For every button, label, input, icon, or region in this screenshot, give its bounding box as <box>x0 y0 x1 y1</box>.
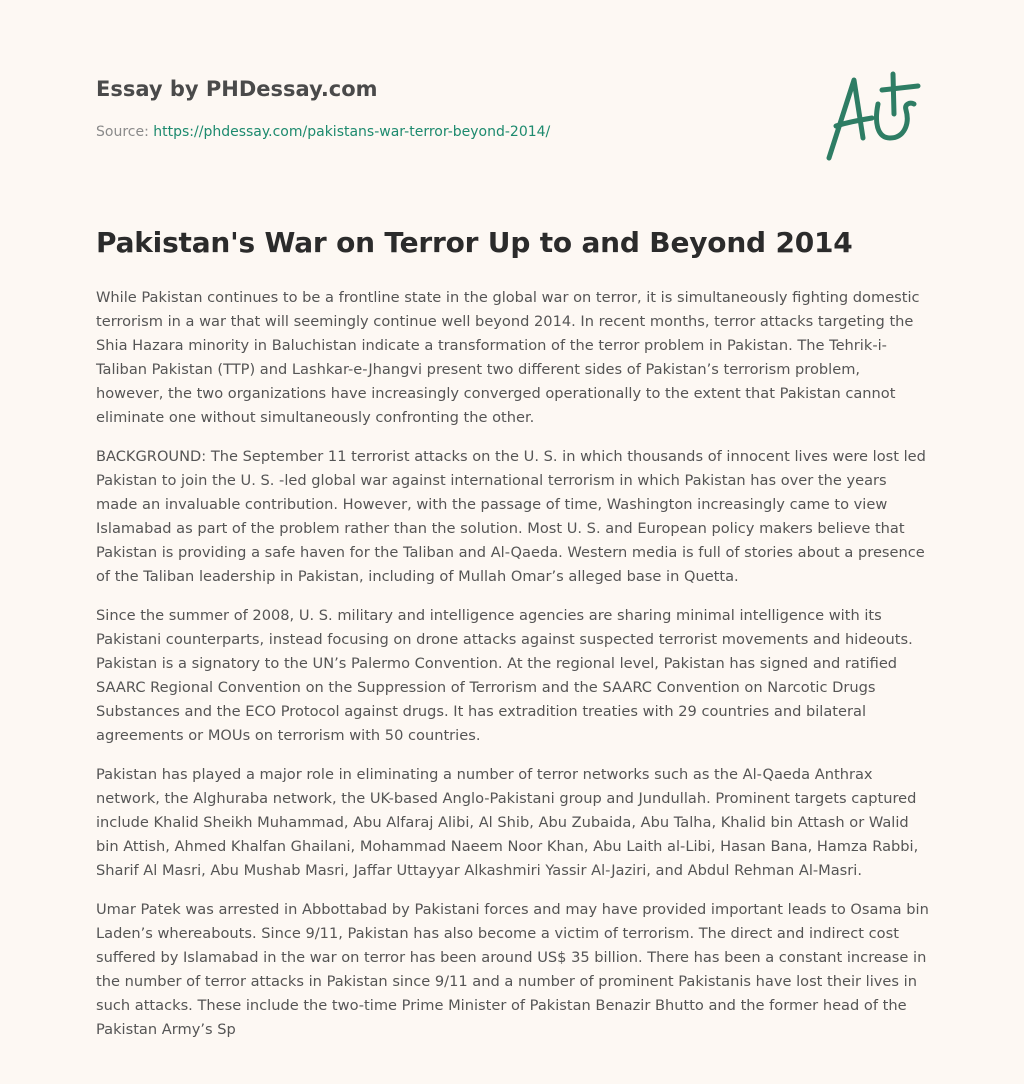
source-link[interactable]: https://phdessay.com/pakistans-war-terror-beyond-2014/ <box>153 124 551 140</box>
source-label: Source: <box>96 124 149 140</box>
site-brand: Essay by PHDessay.com <box>96 77 378 101</box>
essay-body <box>96 286 930 1057</box>
source-line <box>96 124 550 140</box>
paragraph: Umar Patek was arrested in Abbottabad by Pakistani forces and may have provided important leads to Osama bin Laden’s whereabouts. Since 9/11, Pakistan has also become a victim of terrorism. The direct and indirect cost suffered by Islamabad in the war on terror has been around US$ 35 billion. There has been a constant increase in the number of terror attacks in Pakistan since 9/11 and a number of prominent Pakistanis have lost their lives in such attacks. These include the two-time Prime Minister of Pakistan Benazir Bhutto and the former head of the Pakistan Army’s Sp <box>96 901 929 1038</box>
paragraph: Pakistan has played a major role in eliminating a number of terror networks such as the Al-Qaeda Anthrax network, the Alghuraba network, the UK-based Anglo-Pakistani group and Jundullah. Prominent targets captured include Khalid Sheikh Muhammad, Abu Alfaraj Alibi, Al Shib, Abu Zubaida, Abu Talha, Khalid bin Attash or Walid bin Attish, Ahmed Khalfan Ghailani, Mohammad Naeem Noor Khan, Abu Laith al-Libi, Hasan Bana, Hamza Rabbi, Sharif Al Masri, Abu Mushab Masri, Jaffar Uttayyar Alkashmiri Yassir Al-Jaziri, and Abdul Rehman Al-Masri. <box>96 766 919 879</box>
essay-title: Pakistan's War on Terror Up to and Beyond 2014 <box>96 226 853 259</box>
paragraph: Since the summer of 2008, U. S. military and intelligence agencies are sharing minimal intelligence with its Pakistani counterparts, instead focusing on drone attacks against suspected terrorist movements and hideouts. Pakistan is a signatory to the UN’s Palermo Convention. At the regional level, Pakistan has signed and ratified SAARC Regional Convention on the Suppression of Terrorism and the SAARC Convention on Narcotic Drugs Substances and the ECO Protocol against drugs. It has extradition treaties with 29 countries and bilateral agreements or MOUs on terrorism with 50 countries. <box>96 607 913 744</box>
a-plus-logo-icon <box>822 68 926 164</box>
paragraph: BACKGROUND: The September 11 terrorist attacks on the U. S. in which thousands of innocent lives were lost led Pakistan to join the U. S. -led global war against international terrorism in which Pakistan has over the years made an invaluable contribution. However, with the passage of time, Washington increasingly came to view Islamabad as part of the problem rather than the solution. Most U. S. and European policy makers believe that Pakistan is providing a safe haven for the Taliban and Al-Qaeda. Western media is full of stories about a presence of the Taliban leadership in Pakistan, including of Mullah Omar’s alleged base in Quetta. <box>96 448 926 585</box>
paragraph: While Pakistan continues to be a frontline state in the global war on terror, it is simultaneously fighting domestic terrorism in a war that will seemingly continue well beyond 2014. In recent months, terror attacks targeting the Shia Hazara minority in Baluchistan indicate a transformation of the terror problem in Pakistan. The Tehrik-i-Taliban Pakistan (TTP) and Lashkar-e-Jhangvi present two different sides of Pakistan’s terrorism problem, however, the two organizations have increasingly converged operationally to the extent that Pakistan cannot eliminate one without simultaneously confronting the other. <box>96 289 920 426</box>
